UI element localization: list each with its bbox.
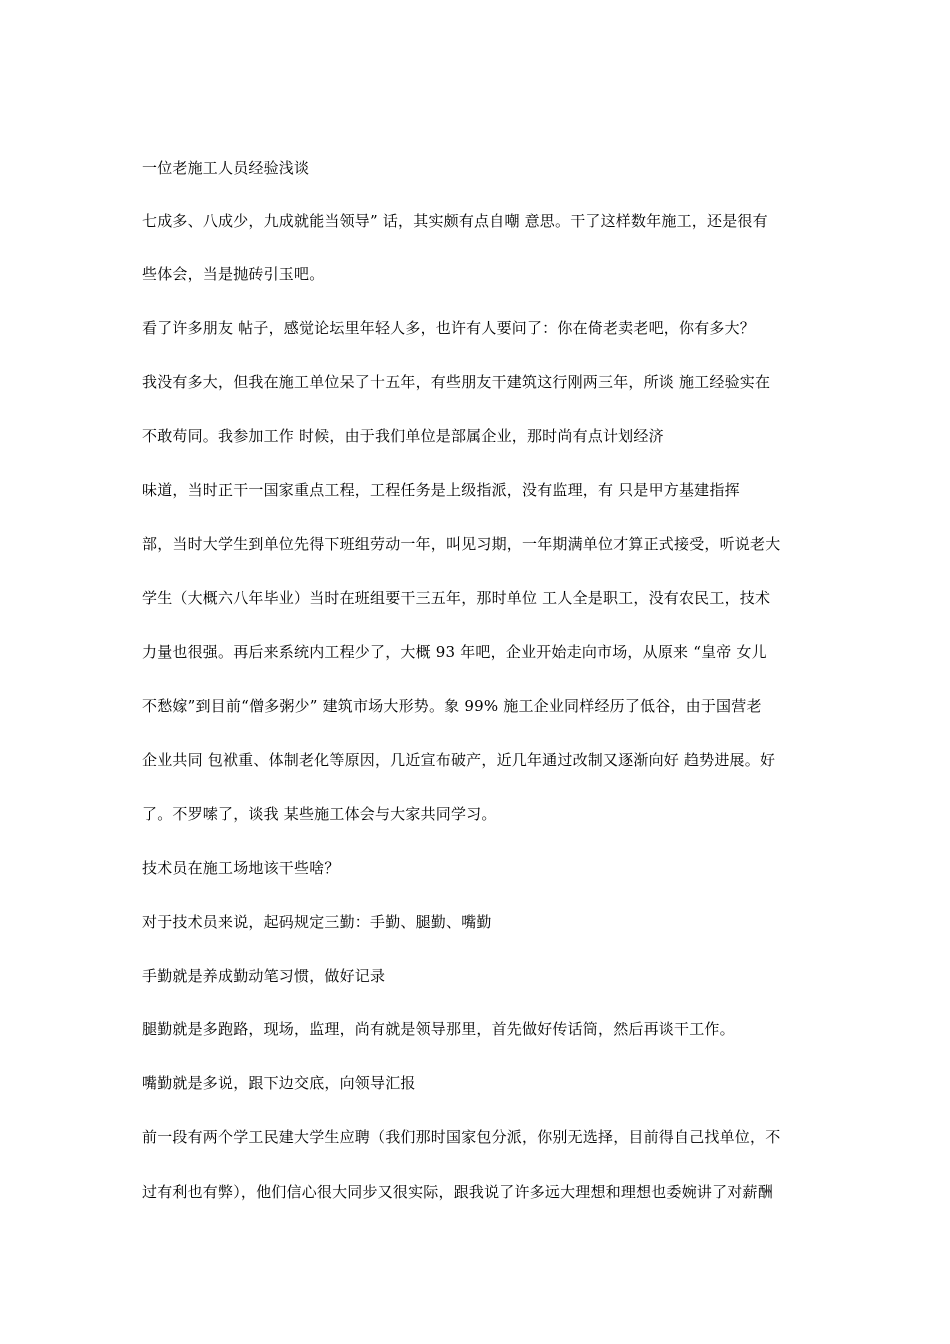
paragraph-line: 对于技术员来说，起码规定三勤：手勤、腿勤、嘴勤 (142, 913, 492, 931)
paragraph-line: 过有利也有弊），他们信心很大同步又很实际，跟我说了许多远大理想和理想也委婉讲了对薪酬 (142, 1183, 773, 1201)
paragraph-line: 学生（大概六八年毕业）当时在班组要干三五年，那时单位 工人全是职工，没有农民工，技术 (142, 589, 771, 607)
paragraph-line: 前一段有两个学工民建大学生应聘（我们那时国家包分派，你别无选择，目前得自己找单位，不 (142, 1128, 781, 1146)
paragraph-line: 力量也很强。再后来系统内工程少了，大概 93 年吧，企业开始走向市场，从原来 “皇帝 女儿 (142, 643, 767, 661)
paragraph-line: 不敢苟同。我参加工作 时候，由于我们单位是部属企业，那时尚有点计划经济 (142, 427, 664, 445)
document-title: 一位老施工人员经验浅谈 (142, 159, 310, 177)
paragraph-line: 嘴勤就是多说，跟下边交底，向领导汇报 (142, 1074, 416, 1092)
paragraph-line: 部，当时大学生到单位先得下班组劳动一年，叫见习期，一年期满单位才算正式接受，听说老大 (142, 535, 781, 553)
paragraph-line: 了。不罗嗦了，谈我 某些施工体会与大家共同学习。 (142, 805, 497, 823)
paragraph-line: 七成多、八成少，九成就能当领导” 话，其实颇有点自嘲 意思。干了这样数年施工，还是很有 (142, 212, 768, 230)
paragraph-line: 不愁嫁”到目前“僧多粥少” 建筑市场大形势。象 99% 施工企业同样经历了低谷，由于国营老 (142, 697, 762, 715)
paragraph-line: 些体会，当是抛砖引玉吧。 (142, 265, 325, 283)
section-heading: 技术员在施工场地该干些啥？ (142, 859, 340, 877)
paragraph-line: 企业共同 包袱重、体制老化等原因，几近宣布破产，近几年通过改制又逐渐向好 趋势进展。好 (142, 751, 776, 769)
paragraph-line: 腿勤就是多跑路，现场，监理，尚有就是领导那里，首先做好传话筒，然后再谈干工作。 (142, 1020, 735, 1038)
paragraph-line: 我没有多大，但我在施工单位呆了十五年，有些朋友干建筑这行刚两三年，所谈 施工经验实在 (142, 373, 771, 391)
paragraph-line: 味道，当时正干一国家重点工程，工程任务是上级指派，没有监理，有 只是甲方基建指挥 (142, 481, 740, 499)
paragraph-line: 看了许多朋友 帖子，感觉论坛里年轻人多，也许有人要问了：你在倚老卖老吧，你有多大？ (142, 319, 755, 337)
paragraph-line: 手勤就是养成勤动笔习惯，做好记录 (142, 967, 386, 985)
